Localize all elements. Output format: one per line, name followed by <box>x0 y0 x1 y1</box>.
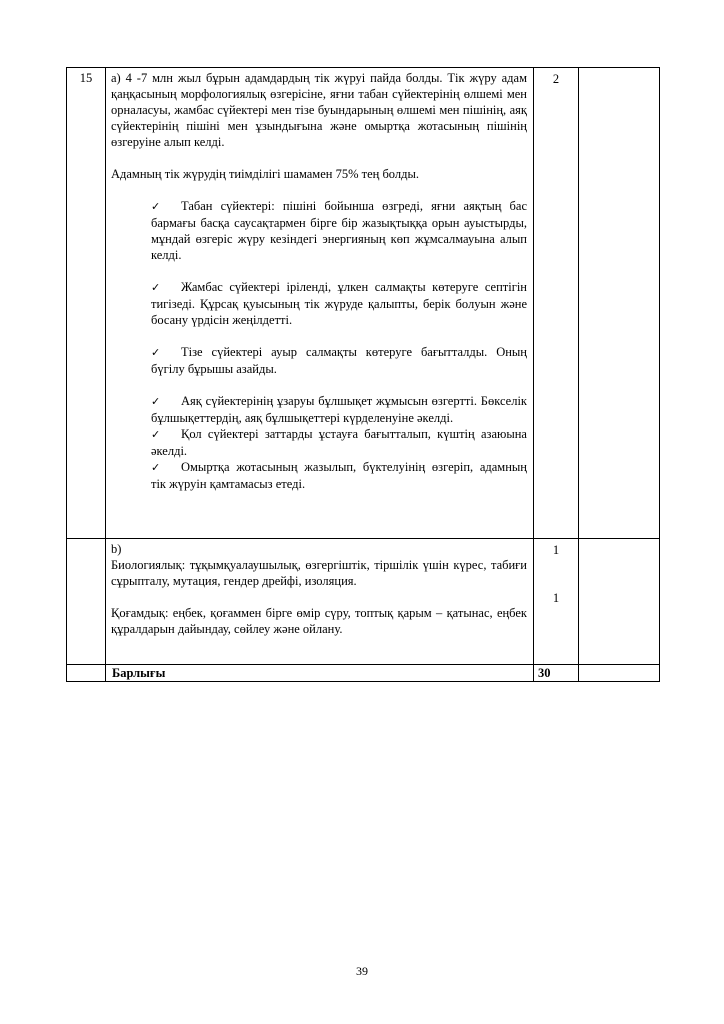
check-icon: ✓ <box>151 461 161 474</box>
check-icon: ✓ <box>151 428 161 441</box>
row-part-a <box>67 68 660 539</box>
efficiency-text: Адамның тік жүрудің тиімділігі шамамен 75% тең болды. <box>111 167 420 181</box>
empty-cell <box>579 539 660 665</box>
answer-table <box>66 67 660 682</box>
bullet-arm: ✓ Қол сүйектері заттарды ұстауға бағытталып, күштің азаюына әкелді. <box>151 427 527 458</box>
bullet-foot-bones: ✓ Табан сүйектері: пішіні бойынша өзгреді, яғни аяқтың бас бармағы басқа саусақтармен бірге бір жазықтыққа орын ауыстырды, мұндай өзгеріс жүру кезіндегі энергияның көп жұмсалмауына алып келді. <box>151 199 527 262</box>
page-number: 39 <box>356 964 368 978</box>
bullet-knee: ✓ Тізе сүйектері ауыр салмақты көтеруге бағытталды. Оның бүгілу бұрышы азайды. <box>151 345 527 376</box>
check-icon: ✓ <box>151 281 161 294</box>
social-factors: Қоғамдық: еңбек, қоғаммен бірге өмір сүру, топтық қарым – қатынас, еңбек құралдарын дайындау, сөйлеу және ойлану. <box>111 606 527 636</box>
score-social: 1 <box>552 591 560 605</box>
bullet-pelvis: ✓ Жамбас сүйектері іріленді, ұлкен салмақты көтеруге септігін тигізеді. Құрсақ қуысының тік жүруде қалыпты, берік болуын және босану үрдісін жеңілдетті. <box>151 280 527 327</box>
empty-cell <box>579 665 660 682</box>
check-icon: ✓ <box>151 395 161 408</box>
part-b-label: b) <box>111 542 122 556</box>
bullet-spine: ✓ Омыртқа жотасының жазылып, бүктелуінің өзгеріп, адамның тік жүруін қамтамасыз етеді. <box>151 460 527 491</box>
check-icon: ✓ <box>151 346 161 359</box>
part-b-score-cell <box>534 539 579 665</box>
part-a-intro: а) 4 -7 млн жыл бұрын адамдардың тік жүруі пайда болды. Тік жүру адам қаңқасының морфологиялық өзгерісіне, яғни табан сүйектерінің өлшемі мен орналасуы, жамбас сүйектері мен тізе буындарының өлшемі мен пішінің, аяқ сүйектерінің пішіні мен ұзындығына және омыртқа жотасының пішінің өзгеруіне алып келді. <box>111 71 527 149</box>
part-a-score: 2 <box>534 68 579 539</box>
biological-factors: Биологиялық: тұқымқуалаушылық, өзгергіштік, тіршілік үшін күрес, табиғи сұрыпталу, мутация, гендер дрейфі, изоляция. <box>111 558 527 588</box>
row-part-b <box>67 539 660 665</box>
check-icon: ✓ <box>151 200 161 213</box>
score-biological: 1 <box>552 543 560 557</box>
row-total <box>67 665 660 682</box>
total-label: Барлығы <box>106 665 534 682</box>
empty-cell <box>579 68 660 539</box>
part-a-cell <box>106 68 534 539</box>
empty-number-cell <box>67 665 106 682</box>
part-b-cell <box>106 539 534 665</box>
question-number: 15 <box>67 68 106 539</box>
empty-number-cell <box>67 539 106 665</box>
bullet-leg: ✓ Аяқ сүйектерінің ұзаруы бұлшықет жұмысын өзгертті. Бөкселік бұлшықеттердің, аяқ бұлшықеттері күрделенуіне әкелді. <box>151 394 527 425</box>
total-score: 30 <box>534 665 579 682</box>
